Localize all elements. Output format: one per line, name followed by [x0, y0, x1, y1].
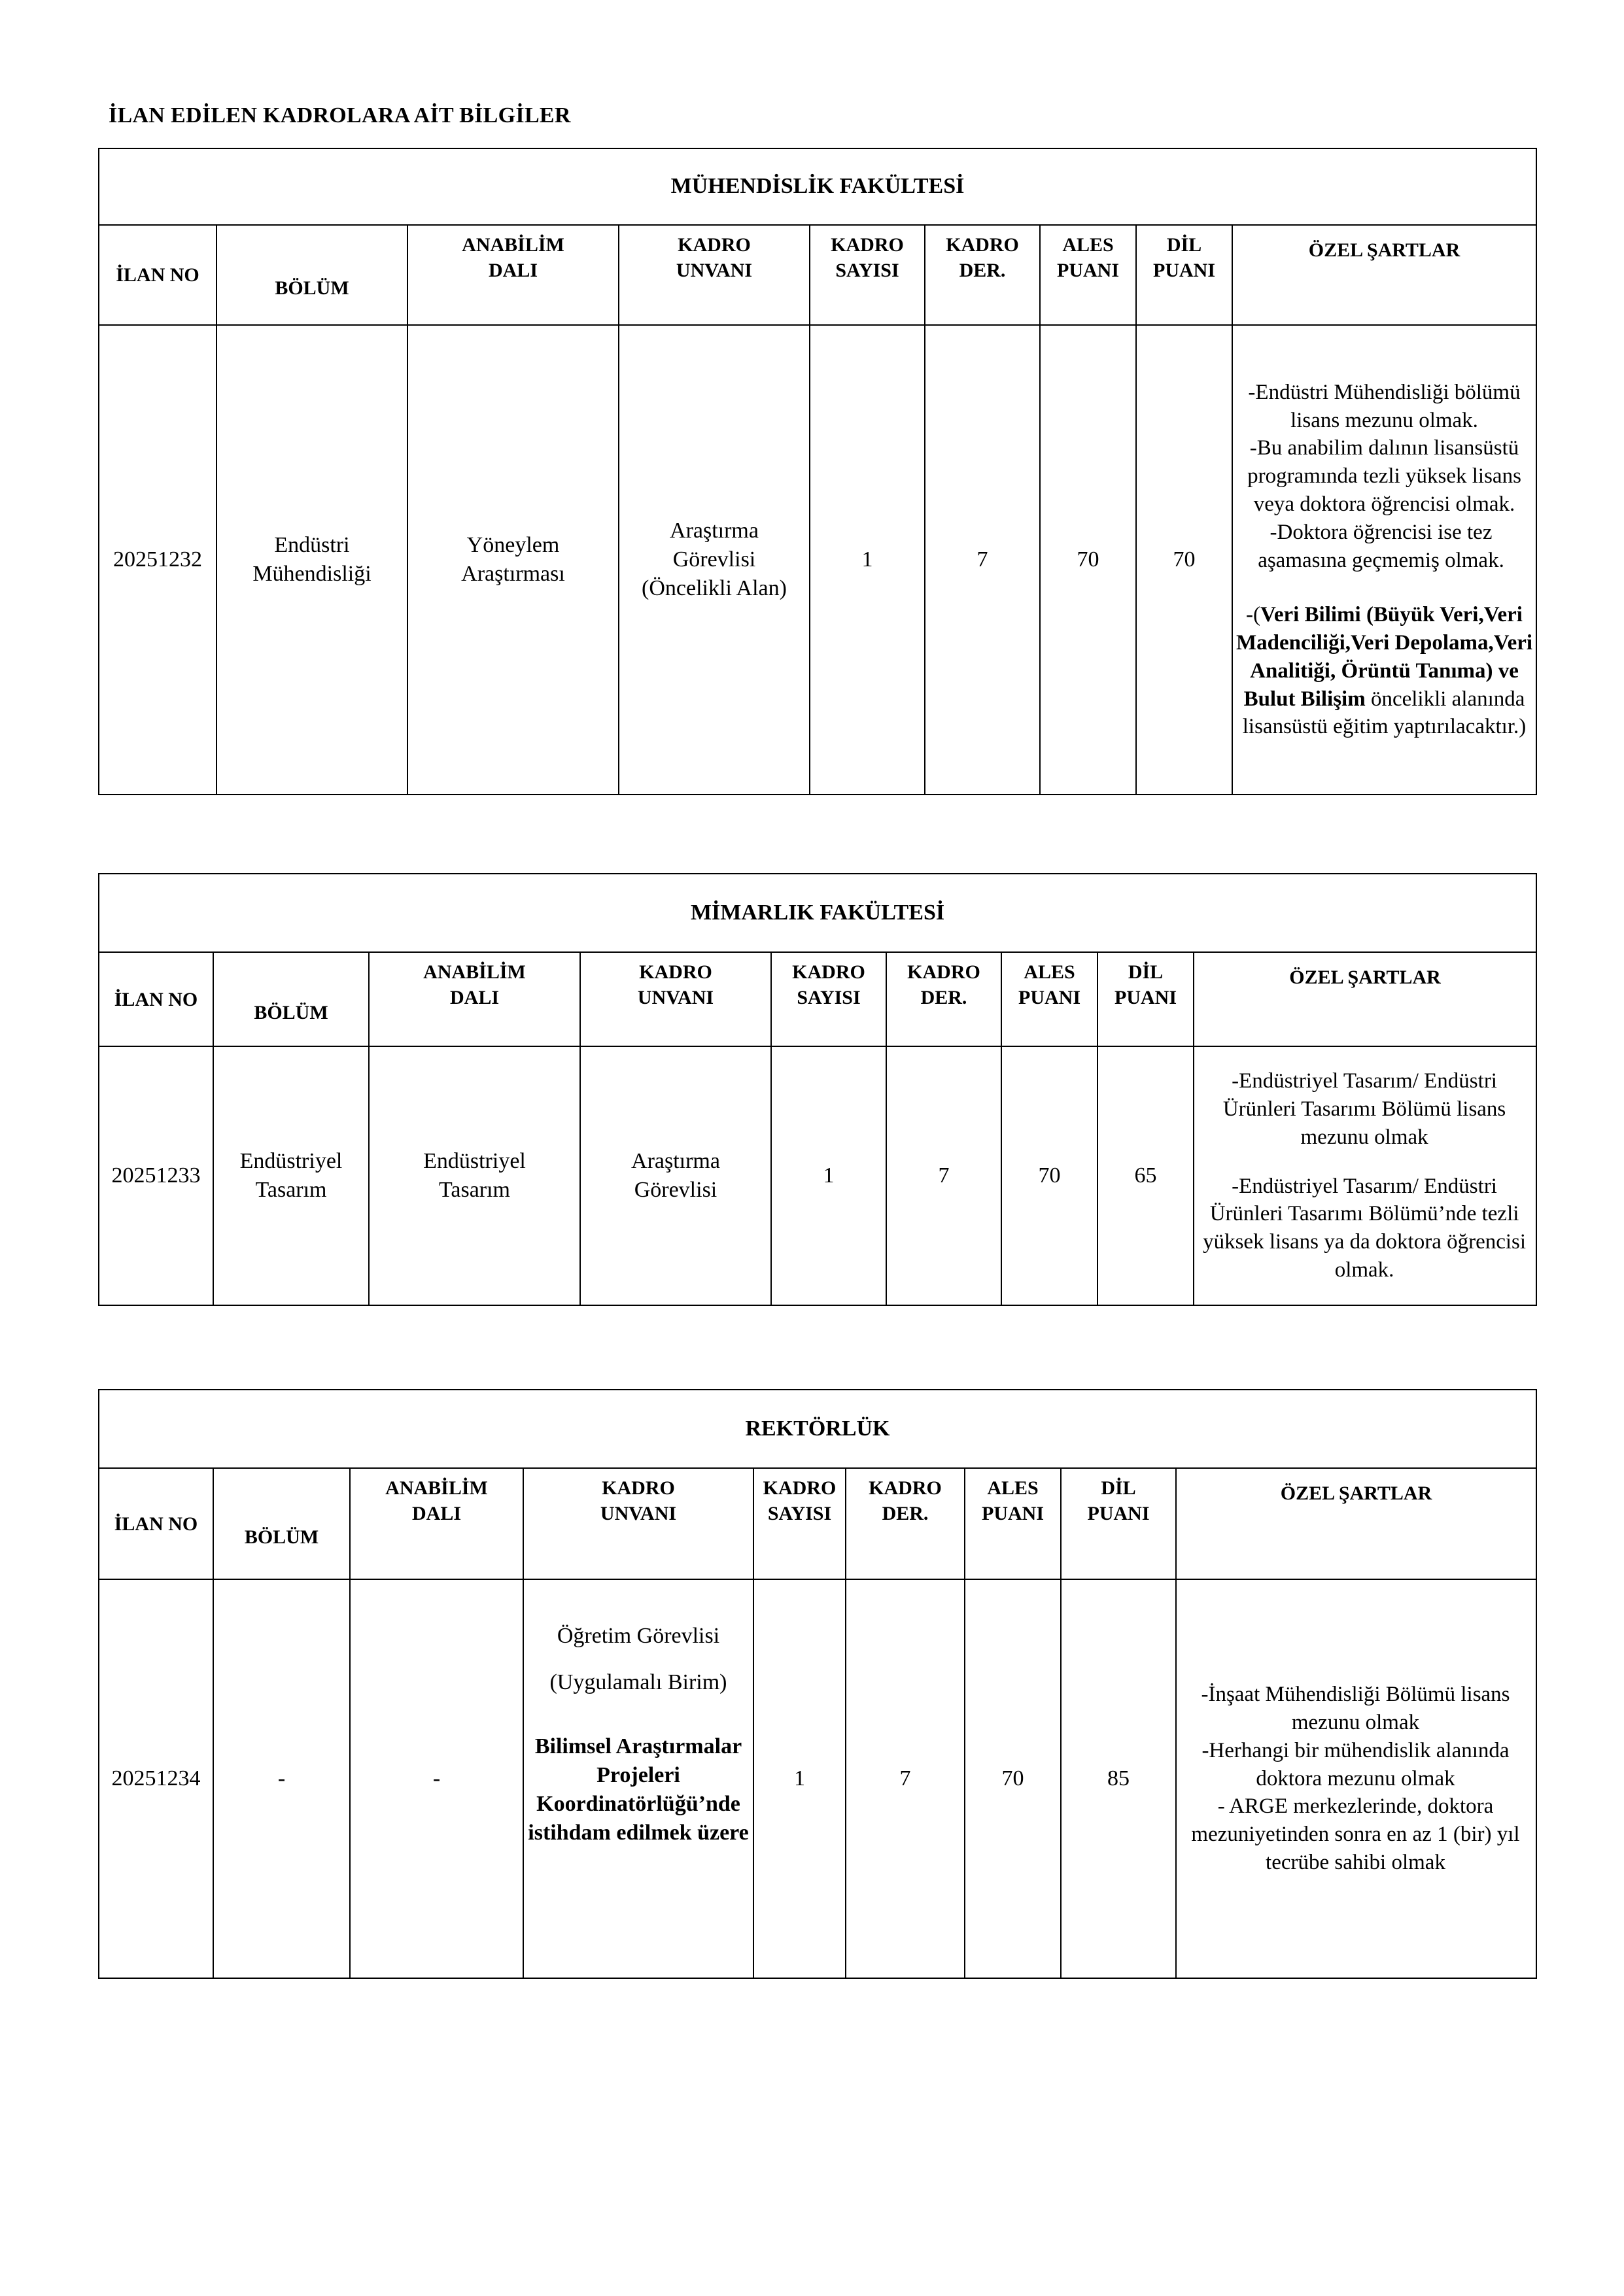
- table-mimarlik: [98, 873, 1537, 1306]
- col-dil: DİL PUANI: [1097, 952, 1194, 1046]
- kadro-der: 7: [886, 1046, 1001, 1305]
- col-kadro-unvani: KADRO UNVANI: [580, 952, 771, 1046]
- table-muhendislik: [98, 148, 1537, 795]
- col-kadro-sayisi: KADRO SAYISI: [810, 225, 925, 325]
- kadro-unvani: Araştırma Görevlisi (Öncelikli Alan): [619, 325, 810, 795]
- col-ilan-no: İLAN NO: [99, 1468, 213, 1579]
- anabilim-dali: Endüstriyel Tasarım: [369, 1046, 580, 1305]
- kadro-der: 7: [925, 325, 1040, 795]
- kadro-sayisi: 1: [771, 1046, 886, 1305]
- faculty-title: REKTÖRLÜK: [99, 1390, 1536, 1468]
- col-bolum: BÖLÜM: [213, 1468, 350, 1579]
- col-bolum: BÖLÜM: [213, 952, 369, 1046]
- col-kadro-der: KADRO DER.: [846, 1468, 965, 1579]
- col-ozel-sartlar: ÖZEL ŞARTLAR: [1194, 952, 1536, 1046]
- ilan-no: 20251232: [99, 325, 216, 795]
- col-ales: ALES PUANI: [1040, 225, 1136, 325]
- ales-puani: 70: [1040, 325, 1136, 795]
- anabilim-dali: -: [350, 1579, 523, 1978]
- bolum: -: [213, 1579, 350, 1978]
- ozel-sartlar: -Endüstriyel Tasarım/ Endüstri Ürünleri Tasarımı Bölümü lisans mezunu olmak -Endüstriyel Tasarım/ Endüstri Ürünleri Tasarımı Bölümü’nde tezli yüksek lisans ya da doktora öğrencisi olmak.: [1194, 1046, 1536, 1305]
- col-ilan-no: İLAN NO: [99, 225, 216, 325]
- anabilim-dali: Yöneylem Araştırması: [407, 325, 619, 795]
- col-dil: DİL PUANI: [1136, 225, 1232, 325]
- col-kadro-unvani: KADRO UNVANI: [619, 225, 810, 325]
- col-ilan-no: İLAN NO: [99, 952, 213, 1046]
- kadro-der: 7: [846, 1579, 965, 1978]
- kadro-sayisi: 1: [753, 1579, 846, 1978]
- col-kadro-sayisi: KADRO SAYISI: [753, 1468, 846, 1579]
- dil-puani: 85: [1061, 1579, 1176, 1978]
- bolum: Endüstriyel Tasarım: [213, 1046, 369, 1305]
- col-dil: DİL PUANI: [1061, 1468, 1176, 1579]
- col-kadro-unvani: KADRO UNVANI: [523, 1468, 753, 1579]
- dil-puani: 70: [1136, 325, 1232, 795]
- table-row: [99, 1579, 1536, 1978]
- col-kadro-der: KADRO DER.: [925, 225, 1040, 325]
- table-row: [99, 325, 1536, 795]
- kadro-unvani: Öğretim Görevlisi (Uygulamalı Birim) Bilimsel Araştırmalar Projeleri Koordinatörlüğü’nde istihdam edilmek üzere: [523, 1579, 753, 1978]
- col-ozel-sartlar: ÖZEL ŞARTLAR: [1232, 225, 1536, 325]
- col-anabilim: ANABİLİM DALI: [350, 1468, 523, 1579]
- faculty-title: MİMARLIK FAKÜLTESİ: [99, 874, 1536, 952]
- faculty-title: MÜHENDİSLİK FAKÜLTESİ: [99, 148, 1536, 225]
- ales-puani: 70: [1001, 1046, 1097, 1305]
- col-bolum: BÖLÜM: [216, 225, 407, 325]
- bolum: Endüstri Mühendisliği: [216, 325, 407, 795]
- col-anabilim: ANABİLİM DALI: [407, 225, 619, 325]
- ales-puani: 70: [965, 1579, 1061, 1978]
- table-row: [99, 1046, 1536, 1305]
- ozel-sartlar: -Endüstri Mühendisliği bölümü lisans mezunu olmak. -Bu anabilim dalının lisansüstü programında tezli yüksek lisans veya doktora öğrencisi olmak. -Doktora öğrencisi ise tez aşamasına geçmemiş olmak. -(Veri Bilimi (Büyük Veri,Veri Madenciliği,Veri Depolama,Veri Analitiği, Örüntü Tanıma) ve Bulut Bilişim öncelikli alanında lisansüstü eğitim yaptırılacaktır.): [1232, 325, 1536, 795]
- col-ozel-sartlar: ÖZEL ŞARTLAR: [1176, 1468, 1536, 1579]
- col-anabilim: ANABİLİM DALI: [369, 952, 580, 1046]
- col-kadro-sayisi: KADRO SAYISI: [771, 952, 886, 1046]
- col-ales: ALES PUANI: [965, 1468, 1061, 1579]
- ilan-no: 20251234: [99, 1579, 213, 1978]
- ozel-sartlar: -İnşaat Mühendisliği Bölümü lisans mezunu olmak -Herhangi bir mühendislik alanında doktora mezunu olmak - ARGE merkezlerinde, doktora mezuniyetinden sonra en az 1 (bir) yıl tecrübe sahibi olmak: [1176, 1579, 1536, 1978]
- dil-puani: 65: [1097, 1046, 1194, 1305]
- kadro-sayisi: 1: [810, 325, 925, 795]
- table-rektorluk: [98, 1389, 1537, 1979]
- ilan-no: 20251233: [99, 1046, 213, 1305]
- col-kadro-der: KADRO DER.: [886, 952, 1001, 1046]
- kadro-unvani: Araştırma Görevlisi: [580, 1046, 771, 1305]
- col-ales: ALES PUANI: [1001, 952, 1097, 1046]
- page-heading: İLAN EDİLEN KADROLARA AİT BİLGİLER: [109, 103, 571, 128]
